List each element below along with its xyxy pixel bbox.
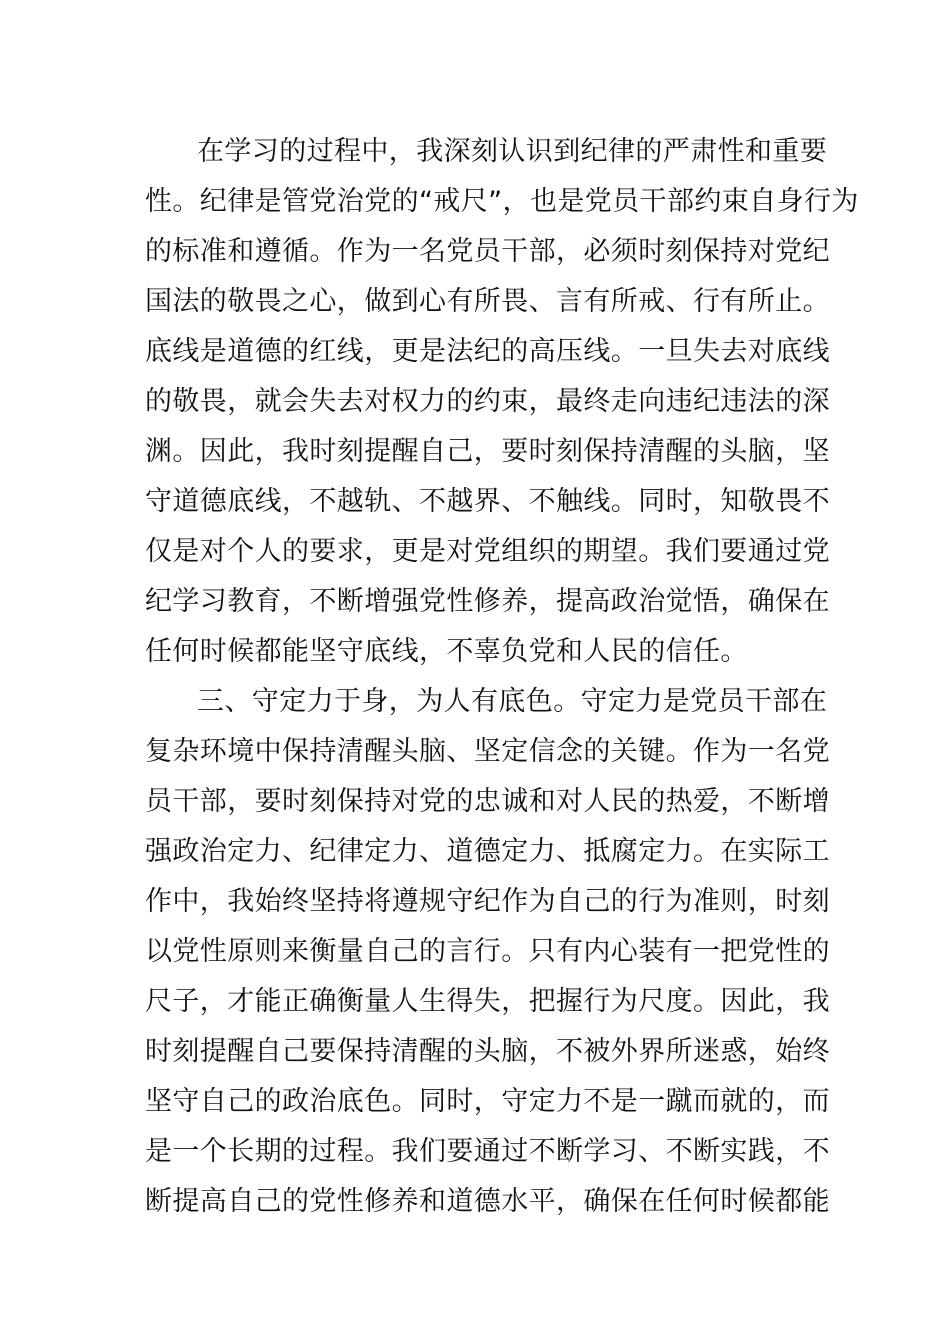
document-body bbox=[145, 127, 859, 1227]
text-line: 性。纪律是管党治党的“戒尺”，也是党员干部约束自身行为 bbox=[145, 186, 859, 217]
text-line: 底线是道德的红线，更是法纪的高压线。一旦失去对底线 bbox=[145, 336, 830, 367]
text-line: 国法的敬畏之心，做到心有所畏、言有所戒、行有所止。 bbox=[145, 286, 830, 317]
text-line: 任何时候都能坚守底线，不辜负党和人民的信任。 bbox=[145, 636, 748, 667]
text-line: 在学习的过程中，我深刻认识到纪律的严肃性和重要 bbox=[197, 136, 828, 167]
text-line: 坚守自己的政治底色。同时，守定力不是一蹴而就的，而 bbox=[145, 1086, 830, 1117]
text-line: 纪学习教育，不断增强党性修养，提高政治觉悟，确保在 bbox=[145, 586, 830, 617]
text-line: 断提高自己的党性修养和道德水平，确保在任何时候都能 bbox=[145, 1186, 830, 1217]
text-line: 渊。因此，我时刻提醒自己，要时刻保持清醒的头脑，坚 bbox=[145, 436, 830, 467]
text-line: 时刻提醒自己要保持清醒的头脑，不被外界所迷惑，始终 bbox=[145, 1036, 830, 1067]
text-line: 仅是对个人的要求，更是对党组织的期望。我们要通过党 bbox=[145, 536, 830, 567]
text-line: 以党性原则来衡量自己的言行。只有内心装有一把党性的 bbox=[145, 936, 830, 967]
text-line: 的标准和遵循。作为一名党员干部，必须时刻保持对党纪 bbox=[145, 236, 830, 267]
text-line: 强政治定力、纪律定力、道德定力、抵腐定力。在实际工 bbox=[145, 836, 830, 867]
section-heading-line: 三、守定力于身，为人有底色。守定力是党员干部在 bbox=[197, 686, 828, 717]
text-line: 尺子，才能正确衡量人生得失，把握行为尺度。因此，我 bbox=[145, 986, 830, 1017]
text-line: 复杂环境中保持清醒头脑、坚定信念的关键。作为一名党 bbox=[145, 736, 830, 767]
text-line: 的敬畏，就会失去对权力的约束，最终走向违纪违法的深 bbox=[145, 386, 830, 417]
text-line: 是一个长期的过程。我们要通过不断学习、不断实践，不 bbox=[145, 1136, 830, 1167]
text-line: 作中，我始终坚持将遵规守纪作为自己的行为准则，时刻 bbox=[145, 886, 830, 917]
paragraph-discipline-awareness bbox=[145, 127, 859, 677]
paragraph-section-three bbox=[145, 677, 830, 1227]
text-line: 守道德底线，不越轨、不越界、不触线。同时，知敬畏不 bbox=[145, 486, 830, 517]
text-line: 员干部，要时刻保持对党的忠诚和对人民的热爱，不断增 bbox=[145, 786, 830, 817]
